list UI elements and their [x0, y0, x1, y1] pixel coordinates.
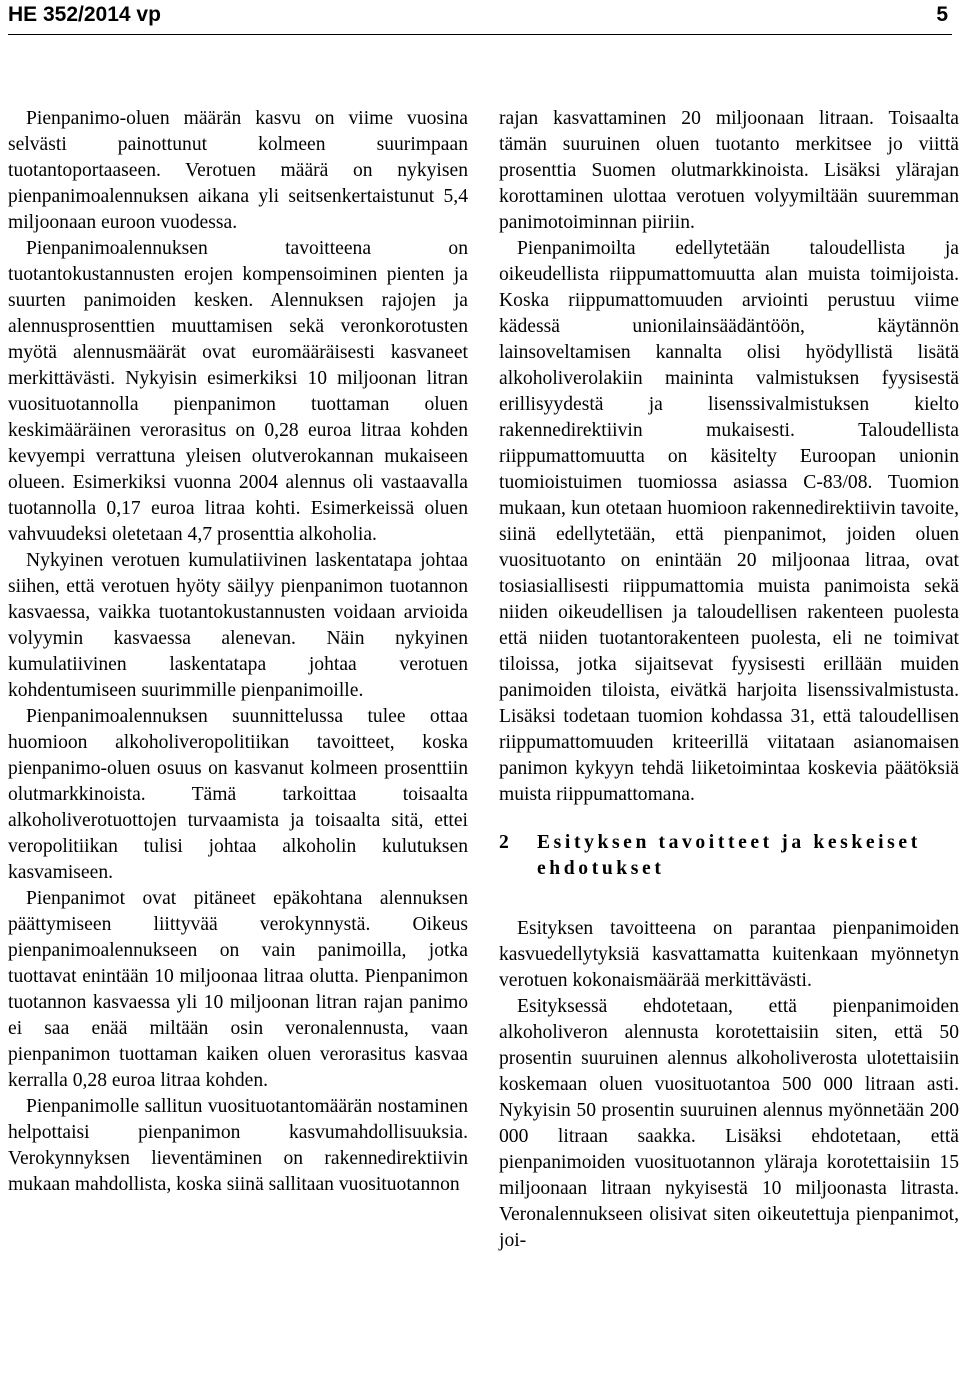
- section-title: Esityksen tavoitteet ja keskeiset ehdotukset: [537, 832, 921, 879]
- paragraph: rajan kasvattaminen 20 miljoonaan litraan. Toisaalta tämän suuruinen oluen tuotanto merkitsee jo viittä prosenttia Suomen olutmarkkinoista. Lisäksi ylärajan korottaminen ulottaa verotuen volyymiltään suuremman panimotoiminnan piiriin.: [499, 108, 959, 233]
- paragraph: Esityksessä ehdotetaan, että pienpanimoiden alkoholiveron alennusta korotettaisiin siten, että 50 prosentin suuruinen alennus alkoholiverosta ulotettaisiin koskemaan oluen vuosituotantoa 500 000 litraan asti. Nykyisin 50 prosentin suuruinen alennus myönnetään 200 000 litraan saakka. Lisäksi ehdotetaan, että pienpanimoiden vuosituotannon yläraja korotettaisiin 15 miljoonaan litraan nykyisestä 10 miljoonasta litrasta. Veronalennukseen olisivat siten oikeutettuja pienpanimot, joi-: [499, 996, 959, 1251]
- paragraph: Pienpanimoalennuksen tavoitteena on tuotantokustannusten erojen kompensoiminen pienten ja suurten panimoiden kesken. Alennuksen rajojen ja alennusprosenttien muuttamisen sekä veronkorotusten myötä alennusmäärät ovat euromääräisesti kasvaneet merkittävästi. Nykyisin esimerkiksi 10 miljoonan litran vuosituotannolla pienpanimon tuottaman oluen keskimääräinen verorasitus on 0,28 euroa litraa kohden kevyempi verrattuna yleisen olutverokannan mukaiseen olueen. Esimerkiksi vuonna 2004 alennus oli vastaavalla tuotannolla 0,17 euroa litraa kohti. Esimerkeissä oluen vahvuudeksi oletetaan 4,7 prosenttia alkoholia.: [8, 238, 468, 545]
- paragraph: Pienpanimot ovat pitäneet epäkohtana alennuksen päättymiseen liittyvää verokynnystä. Oikeus pienpanimoalennukseen on vain panimoilla, jotka tuottavat enintään 10 miljoonaa litraa olutta. Pienpanimon tuotannon kasvaessa yli 10 miljoonan litran rajan panimo ei saa enää miltään osin veronalennusta, vaan pienpanimon tuottaman kaiken oluen verorasitus kasvaa kerralla 0,28 euroa litraa kohden.: [8, 888, 468, 1091]
- paragraph: Pienpanimoilta edellytetään taloudellista ja oikeudellista riippumattomuutta alan muista toimijoista. Koska riippumattomuuden arviointi perustuu viime kädessä unionilainsäädäntöön, käytännön lainsoveltamisen kannalta olisi hyödyllistä lisätä alkoholiverolakiin maininta valmistuksen fyysisestä erillisyydestä ja lisenssivalmistuksen kielto rakennedirektiivin mukaisesti. Taloudellista riippumattomuutta on käsitelty Euroopan unionin tuomioistuimen tuomiossa asiassa C-83/08. Tuomion mukaan, kun otetaan huomioon rakennedirektiivin tavoite, siinä edellytetään, että pienpanimot, joiden oluen vuosituotanto on enintään 20 miljoonaa litraa, ovat tosiasiallisesti riippumattomia muista panimoista sekä niiden oikeudellisen ja taloudellisen rakenteen puolesta että niiden tuotantorakenteen puolesta, eli ne toimivat tiloissa, jotka sijaitsevat fyysisesti erillään muiden panimoiden tiloista, eivätkä harjoita lisenssivalmistusta. Lisäksi todetaan tuomion kohdassa 31, että taloudellisen riippumattomuuden kriteerillä viitataan asianomaisen panimon kykyyn tehdä liiketoimintaa koskevia päätöksiä muista riippumattomana.: [499, 238, 959, 805]
- paragraph: Nykyinen verotuen kumulatiivinen laskentatapa johtaa siihen, että verotuen hyöty säilyy pienpanimon tuotannon kasvaessa, vaikka tuotantokustannusten voidaan arvioida volyymin kasvaessa alenevan. Näin nykyinen kumulatiivinen laskentatapa johtaa verotuen kohdentumiseen suurimmille pienpanimoille.: [8, 550, 468, 701]
- page-number: 5: [936, 3, 948, 26]
- page-header: [8, 0, 952, 35]
- paragraph: Pienpanimo-oluen määrän kasvu on viime vuosina selvästi painottunut kolmeen suurimpaan tuotantoportaaseen. Verotuen määrä on nykyisen pienpanimoalennuksen aikana yli seitsenkertaistunut 5,4 miljoonaan euroon vuodessa.: [8, 108, 468, 233]
- section-heading: [499, 830, 959, 882]
- right-column: [499, 106, 959, 1254]
- paragraph: Pienpanimoalennuksen suunnittelussa tulee ottaa huomioon alkoholiveropolitiikan tavoitteet, koska pienpanimo-oluen osuus on kasvanut kolmeen prosenttiin olutmarkkinoista. Tämä tarkoittaa toisaalta alkoholiverotuottojen turvaamista ja toisaalta sitä, ettei veropolitiikan tulisi johtaa alkoholin kulutuksen kasvamiseen.: [8, 706, 468, 883]
- paragraph: Esityksen tavoitteena on parantaa pienpanimoiden kasvuedellytyksiä kasvattamatta kuitenkaan myönnetyn verotuen kokonaismäärää merkittävästi.: [499, 918, 959, 991]
- section-number: 2: [499, 832, 509, 853]
- left-column: [8, 106, 468, 1198]
- paragraph: Pienpanimolle sallitun vuosituotantomäärän nostaminen helpottaisi pienpanimon kasvumahdollisuuksia. Verokynnyksen lieventäminen on rakennedirektiivin mukaan mahdollista, koska siinä sallitaan vuosituotannon: [8, 1096, 468, 1195]
- document-id: HE 352/2014 vp: [8, 3, 161, 26]
